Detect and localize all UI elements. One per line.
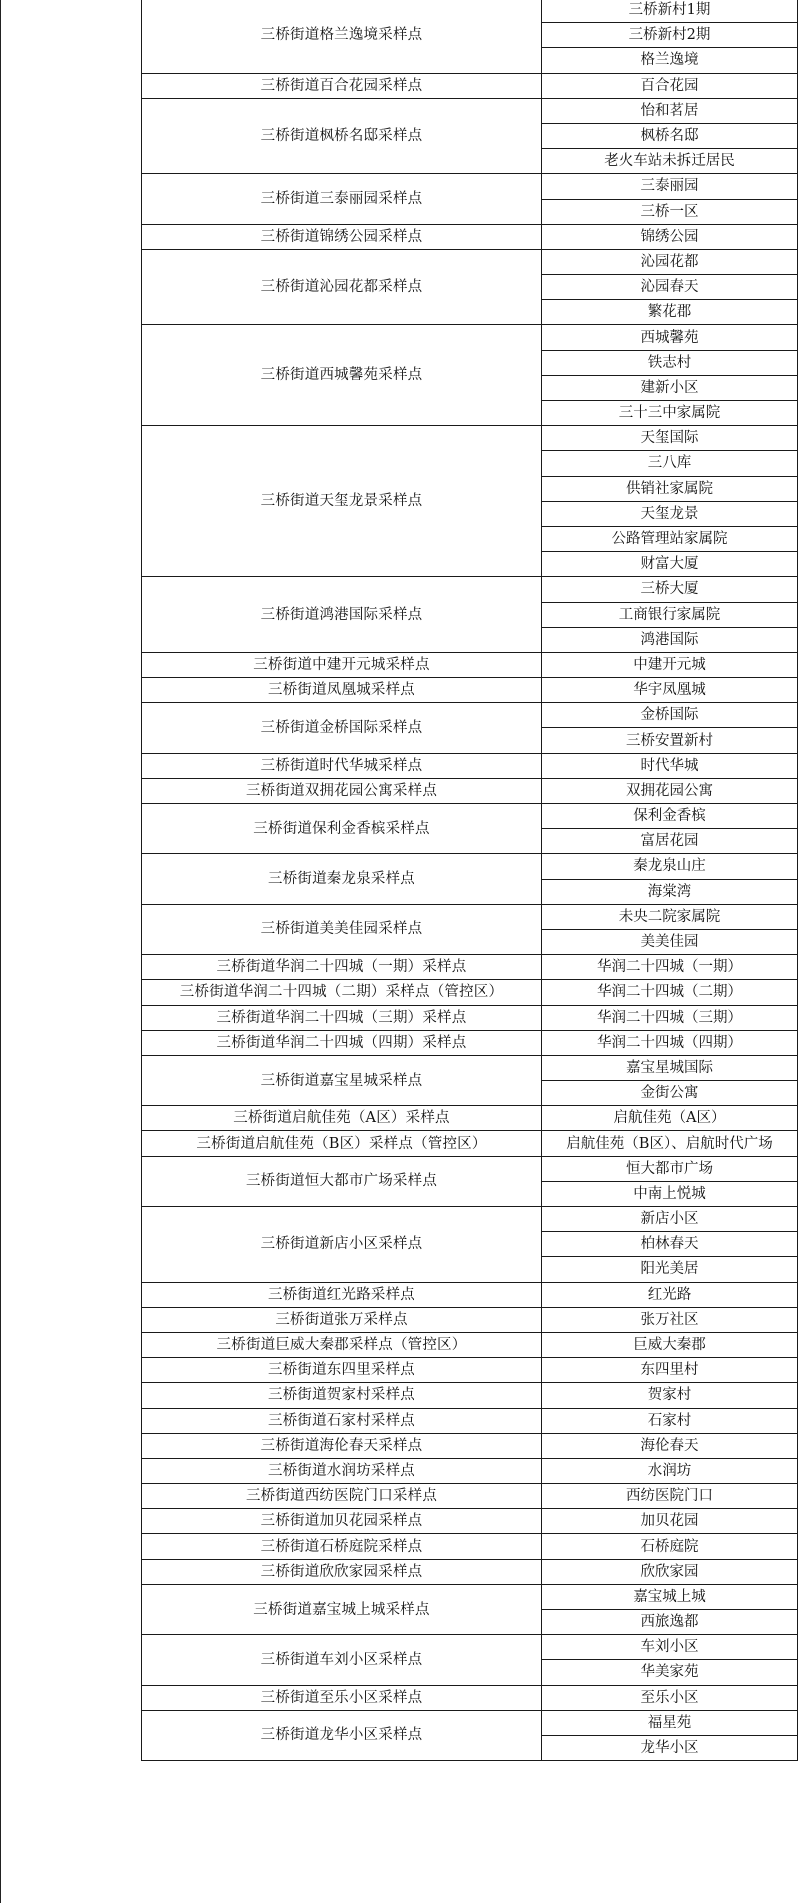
sampling-site-cell: 三桥街道东四里采样点	[142, 1358, 542, 1383]
table-row	[142, 98, 798, 123]
sampling-site-cell: 三桥街道三泰丽园采样点	[142, 174, 542, 224]
community-cell: 启航佳苑（A区）	[542, 1106, 798, 1131]
community-cell: 三桥安置新村	[542, 728, 798, 753]
table-row	[142, 1710, 798, 1735]
sampling-site-cell: 三桥街道恒大都市广场采样点	[142, 1156, 542, 1206]
community-cell: 富居花园	[542, 829, 798, 854]
community-cell: 保利金香槟	[542, 804, 798, 829]
table-row	[142, 1685, 798, 1710]
table-row	[142, 174, 798, 199]
table-row	[142, 325, 798, 350]
table-row	[142, 804, 798, 829]
community-cell: 三八库	[542, 451, 798, 476]
community-cell: 嘉宝城上城	[542, 1584, 798, 1609]
community-cell: 三十三中家属院	[542, 401, 798, 426]
table-row	[142, 1307, 798, 1332]
table-row	[142, 1458, 798, 1483]
community-cell: 启航佳苑（B区）、启航时代广场	[542, 1131, 798, 1156]
table-row	[142, 1005, 798, 1030]
community-cell: 老火车站未拆迁居民	[542, 149, 798, 174]
table-row	[142, 73, 798, 98]
table-row	[142, 1030, 798, 1055]
sampling-site-cell: 三桥街道至乐小区采样点	[142, 1685, 542, 1710]
community-cell: 三桥大厦	[542, 577, 798, 602]
sampling-site-cell: 三桥街道枫桥名邸采样点	[142, 98, 542, 174]
table-row	[142, 854, 798, 879]
community-cell: 格兰逸境	[542, 48, 798, 73]
sampling-site-cell: 三桥街道启航佳苑（A区）采样点	[142, 1106, 542, 1131]
community-cell: 欣欣家园	[542, 1559, 798, 1584]
community-cell: 至乐小区	[542, 1685, 798, 1710]
sampling-site-cell: 三桥街道华润二十四城（一期）采样点	[142, 955, 542, 980]
table-row	[142, 1358, 798, 1383]
community-cell: 恒大都市广场	[542, 1156, 798, 1181]
community-cell: 金桥国际	[542, 703, 798, 728]
community-cell: 天玺龙景	[542, 501, 798, 526]
table-row	[142, 1408, 798, 1433]
table-row	[142, 980, 798, 1005]
community-cell: 华润二十四城（三期）	[542, 1005, 798, 1030]
community-cell: 水润坊	[542, 1458, 798, 1483]
community-cell: 三桥新村1期	[542, 0, 798, 23]
table-row	[142, 1332, 798, 1357]
community-cell: 锦绣公园	[542, 224, 798, 249]
sampling-site-cell: 三桥街道贺家村采样点	[142, 1383, 542, 1408]
table-row	[142, 249, 798, 274]
community-cell: 红光路	[542, 1282, 798, 1307]
table-row	[142, 224, 798, 249]
table-row	[142, 904, 798, 929]
community-cell: 建新小区	[542, 375, 798, 400]
sampling-site-cell: 三桥街道欣欣家园采样点	[142, 1559, 542, 1584]
community-cell: 华润二十四城（四期）	[542, 1030, 798, 1055]
sampling-site-cell: 三桥街道海伦春天采样点	[142, 1433, 542, 1458]
community-cell: 双拥花园公寓	[542, 778, 798, 803]
community-cell: 秦龙泉山庄	[542, 854, 798, 879]
community-cell: 西城馨苑	[542, 325, 798, 350]
table-row	[142, 1559, 798, 1584]
sampling-site-cell: 三桥街道保利金香槟采样点	[142, 804, 542, 854]
table-row	[142, 678, 798, 703]
community-cell: 阳光美居	[542, 1257, 798, 1282]
table-row	[142, 1207, 798, 1232]
community-cell: 华润二十四城（一期）	[542, 955, 798, 980]
community-cell: 东四里村	[542, 1358, 798, 1383]
table-row	[142, 1282, 798, 1307]
sampling-site-cell: 三桥街道嘉宝城上城采样点	[142, 1584, 542, 1634]
sampling-site-cell: 三桥街道锦绣公园采样点	[142, 224, 542, 249]
community-cell: 繁花郡	[542, 300, 798, 325]
table-row	[142, 1509, 798, 1534]
table-row	[142, 753, 798, 778]
community-cell: 三泰丽园	[542, 174, 798, 199]
community-cell: 车刘小区	[542, 1635, 798, 1660]
community-cell: 美美佳园	[542, 929, 798, 954]
sampling-site-cell: 三桥街道时代华城采样点	[142, 753, 542, 778]
community-cell: 张万社区	[542, 1307, 798, 1332]
community-cell: 天玺国际	[542, 426, 798, 451]
community-cell: 三桥新村2期	[542, 23, 798, 48]
sampling-site-cell: 三桥街道沁园花都采样点	[142, 249, 542, 325]
table-row	[142, 652, 798, 677]
community-cell: 怡和茗居	[542, 98, 798, 123]
sampling-site-cell: 三桥街道石桥庭院采样点	[142, 1534, 542, 1559]
community-cell: 枫桥名邸	[542, 123, 798, 148]
table-row	[142, 1383, 798, 1408]
sampling-site-cell: 三桥街道新店小区采样点	[142, 1207, 542, 1283]
sampling-site-cell: 三桥街道张万采样点	[142, 1307, 542, 1332]
community-cell: 西旅逸都	[542, 1610, 798, 1635]
sampling-site-cell: 三桥街道嘉宝星城采样点	[142, 1055, 542, 1105]
community-cell: 沁园春天	[542, 275, 798, 300]
community-cell: 福星苑	[542, 1710, 798, 1735]
table-row	[142, 577, 798, 602]
community-cell: 石家村	[542, 1408, 798, 1433]
community-cell: 海伦春天	[542, 1433, 798, 1458]
sampling-site-cell: 三桥街道西城馨苑采样点	[142, 325, 542, 426]
table-row	[142, 1635, 798, 1660]
community-cell: 贺家村	[542, 1383, 798, 1408]
sampling-site-cell: 三桥街道华润二十四城（三期）采样点	[142, 1005, 542, 1030]
table-row	[142, 1055, 798, 1080]
community-cell: 西纺医院门口	[542, 1484, 798, 1509]
table-row	[142, 1433, 798, 1458]
table-row	[142, 1106, 798, 1131]
table-row	[142, 1156, 798, 1181]
table-row	[142, 0, 798, 23]
sampling-site-cell: 三桥街道启航佳苑（B区）采样点（管控区）	[142, 1131, 542, 1156]
sampling-site-table-body	[142, 0, 798, 1761]
sampling-site-cell: 三桥街道车刘小区采样点	[142, 1635, 542, 1685]
community-cell: 鸿港国际	[542, 627, 798, 652]
community-cell: 石桥庭院	[542, 1534, 798, 1559]
sampling-site-cell: 三桥街道巨威大秦郡采样点（管控区）	[142, 1332, 542, 1357]
community-cell: 公路管理站家属院	[542, 526, 798, 551]
community-cell: 金街公寓	[542, 1081, 798, 1106]
community-cell: 百合花园	[542, 73, 798, 98]
community-cell: 巨威大秦郡	[542, 1332, 798, 1357]
community-cell: 华宇凤凰城	[542, 678, 798, 703]
sampling-site-cell: 三桥街道石家村采样点	[142, 1408, 542, 1433]
table-row	[142, 1584, 798, 1609]
community-cell: 时代华城	[542, 753, 798, 778]
community-cell: 华美家苑	[542, 1660, 798, 1685]
sampling-site-cell: 三桥街道格兰逸境采样点	[142, 0, 542, 73]
table-row	[142, 955, 798, 980]
sampling-site-cell: 三桥街道水润坊采样点	[142, 1458, 542, 1483]
community-cell: 工商银行家属院	[542, 602, 798, 627]
community-cell: 未央二院家属院	[542, 904, 798, 929]
table-row	[142, 778, 798, 803]
table-row	[142, 1131, 798, 1156]
community-cell: 供销社家属院	[542, 476, 798, 501]
community-cell: 中建开元城	[542, 652, 798, 677]
table-row	[142, 426, 798, 451]
sampling-site-cell: 三桥街道鸿港国际采样点	[142, 577, 542, 653]
sampling-site-cell: 三桥街道美美佳园采样点	[142, 904, 542, 954]
sampling-site-cell: 三桥街道天玺龙景采样点	[142, 426, 542, 577]
sampling-site-cell: 三桥街道红光路采样点	[142, 1282, 542, 1307]
table-row	[142, 703, 798, 728]
sampling-site-cell: 三桥街道凤凰城采样点	[142, 678, 542, 703]
sampling-site-cell: 三桥街道金桥国际采样点	[142, 703, 542, 753]
community-cell: 铁志村	[542, 350, 798, 375]
sampling-site-cell: 三桥街道加贝花园采样点	[142, 1509, 542, 1534]
sampling-site-cell: 三桥街道华润二十四城（二期）采样点（管控区）	[142, 980, 542, 1005]
sampling-site-cell: 三桥街道华润二十四城（四期）采样点	[142, 1030, 542, 1055]
community-cell: 沁园花都	[542, 249, 798, 274]
page-left-border	[0, 0, 1, 1903]
community-cell: 加贝花园	[542, 1509, 798, 1534]
table-row	[142, 1534, 798, 1559]
sampling-site-cell: 三桥街道西纺医院门口采样点	[142, 1484, 542, 1509]
community-cell: 海棠湾	[542, 879, 798, 904]
sampling-site-cell: 三桥街道百合花园采样点	[142, 73, 542, 98]
sampling-site-cell: 三桥街道秦龙泉采样点	[142, 854, 542, 904]
community-cell: 龙华小区	[542, 1735, 798, 1760]
community-cell: 三桥一区	[542, 199, 798, 224]
community-cell: 新店小区	[542, 1207, 798, 1232]
sampling-site-table	[141, 0, 798, 1761]
table-row	[142, 1484, 798, 1509]
community-cell: 中南上悦城	[542, 1181, 798, 1206]
sampling-site-cell: 三桥街道双拥花园公寓采样点	[142, 778, 542, 803]
community-cell: 财富大厦	[542, 552, 798, 577]
sampling-site-cell: 三桥街道龙华小区采样点	[142, 1710, 542, 1760]
sampling-site-cell: 三桥街道中建开元城采样点	[142, 652, 542, 677]
community-cell: 柏林春天	[542, 1232, 798, 1257]
community-cell: 嘉宝星城国际	[542, 1055, 798, 1080]
community-cell: 华润二十四城（二期）	[542, 980, 798, 1005]
